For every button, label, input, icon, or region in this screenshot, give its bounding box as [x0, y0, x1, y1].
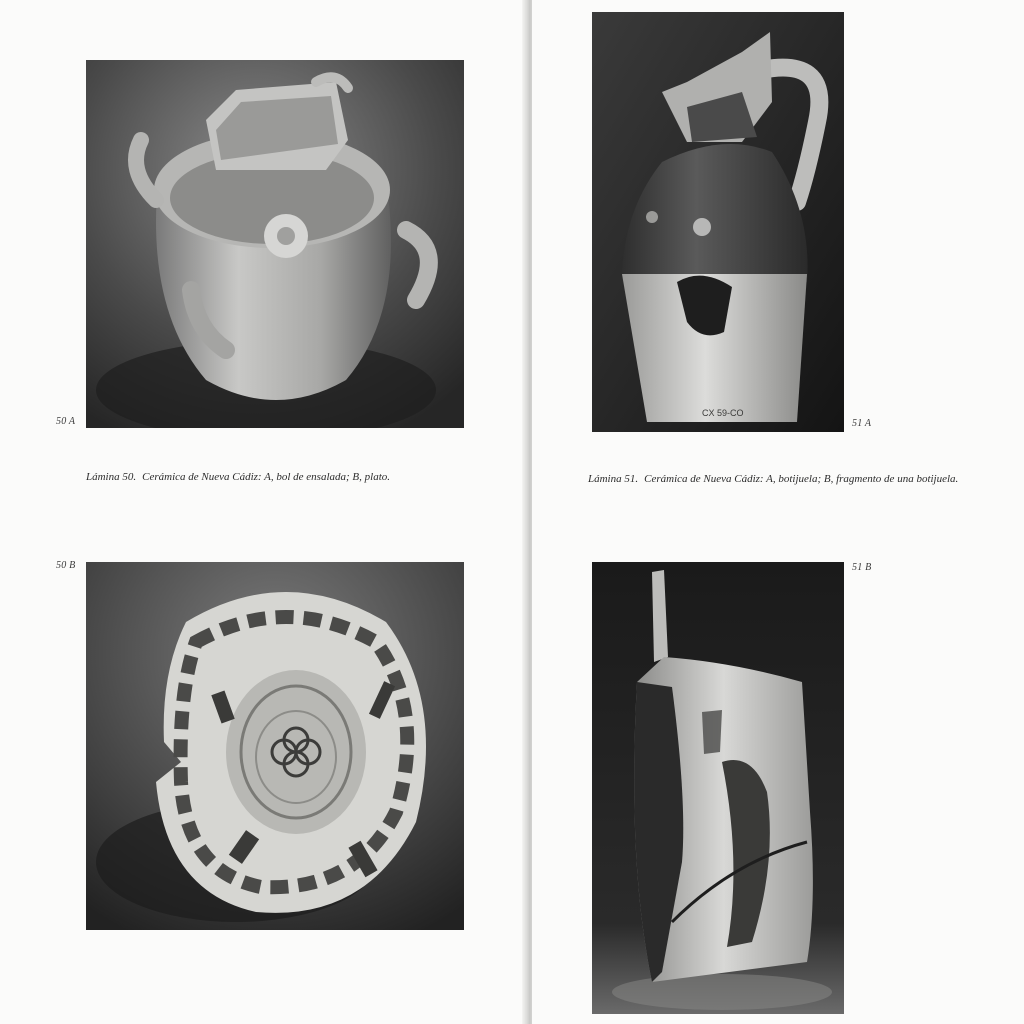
botijuela-illustration — [592, 12, 844, 432]
caption-lamina-51-number: Lámina 51. — [588, 473, 639, 485]
photo-51b-botijuela-fragment — [592, 562, 844, 1014]
plate-label-50b: 50 B — [56, 560, 76, 571]
caption-lamina-51-text: Cerámica de Nueva Cádiz: A, botijuela; B, fragmento de una botijuela. — [644, 473, 959, 485]
plate-label-51a: 51 A — [852, 418, 872, 429]
plate-label-50a: 50 A — [56, 416, 76, 427]
photo-51a-botijuela — [592, 12, 844, 432]
right-page — [532, 0, 1024, 1024]
photo-50a-salad-bowl — [86, 60, 464, 428]
caption-lamina-50-number: Lámina 50. — [86, 471, 137, 483]
plate-illustration — [86, 562, 464, 930]
photo-50b-plate — [86, 562, 464, 930]
plate-label-51b: 51 B — [852, 562, 872, 573]
caption-lamina-51 — [588, 472, 978, 486]
caption-lamina-50-text: Cerámica de Nueva Cádiz: A, bol de ensalada; B, plato. — [142, 471, 391, 483]
fragment-illustration — [592, 562, 844, 1014]
bowl-illustration — [86, 60, 464, 428]
caption-lamina-50 — [86, 470, 506, 484]
jug-inscription: CX 59-CO — [702, 408, 744, 418]
